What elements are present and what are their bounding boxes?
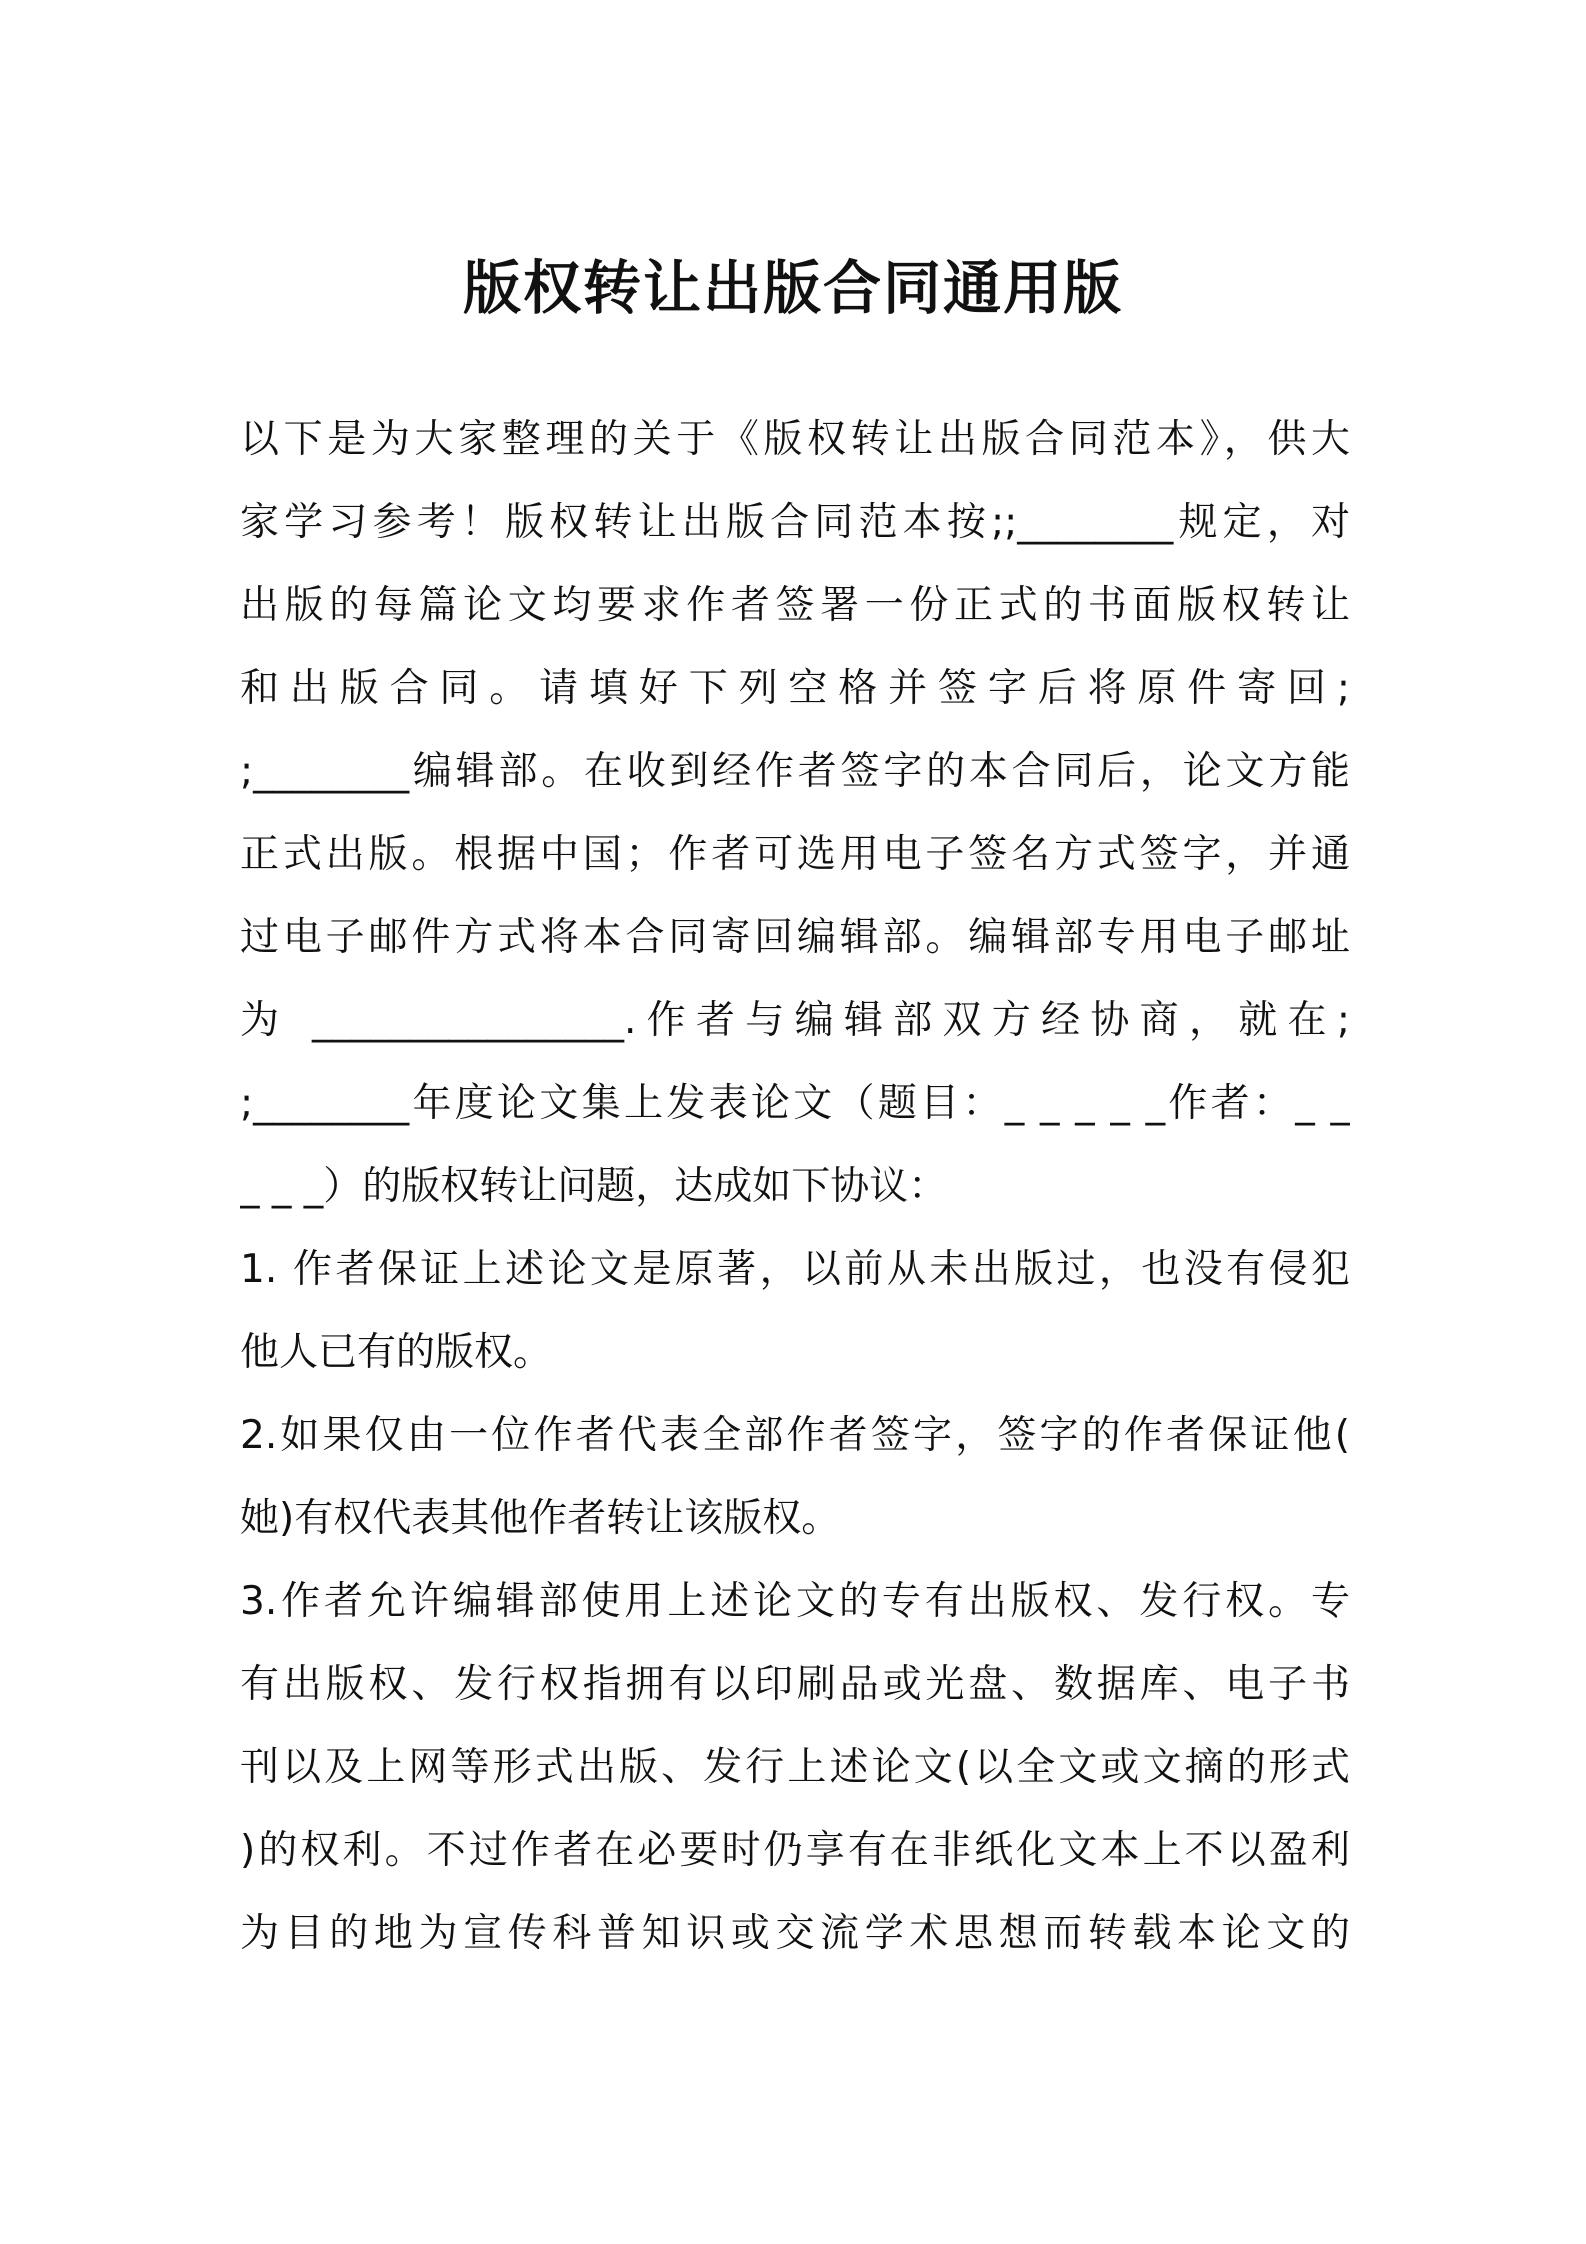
paragraph-line: 出版的每篇论文均要求作者签署一份正式的书面版权转让 xyxy=(240,583,1350,628)
clause-3-line: 有出版权、发行权指拥有以印刷品或光盘、数据库、电子书 xyxy=(240,1662,1350,1707)
paragraph-line: 和出版合同。请填好下列空格并签字后将原件寄回; xyxy=(240,666,1350,711)
paragraph-line: 以下是为大家整理的关于《版权转让出版合同范本》，供大 xyxy=(240,417,1350,462)
clause-2-line: 2.如果仅由一位作者代表全部作者签字，签字的作者保证他( xyxy=(240,1413,1350,1458)
paragraph-line: ;________年度论文集上发表论文（题目：_ _ _ _ _作者：_ _ xyxy=(240,1081,1350,1126)
document-body xyxy=(240,398,1350,1975)
paragraph-line: 过电子邮件方式将本合同寄回编辑部。编辑部专用电子邮址 xyxy=(240,915,1350,960)
clause-3-line: )的权利。不过作者在必要时仍享有在非纸化文本上不以盈利 xyxy=(240,1828,1350,1873)
paragraph-line: 为 ________________.作者与编辑部双方经协商，就在; xyxy=(240,998,1350,1043)
paragraph-line: 正式出版。根据中国；作者可选用电子签名方式签字，并通 xyxy=(240,832,1350,877)
clause-2-line-end: 她)有权代表其他作者转让该版权。 xyxy=(240,1496,841,1541)
paragraph-line: ;________编辑部。在收到经作者签字的本合同后，论文方能 xyxy=(240,749,1350,794)
paragraph-line: 家学习参考！版权转让出版合同范本按;;________规定，对 xyxy=(240,500,1350,545)
clause-1-line: 1. 作者保证上述论文是原著，以前从未出版过，也没有侵犯 xyxy=(240,1247,1350,1292)
paragraph-line-end: _ _ _）的版权转让问题，达成如下协议： xyxy=(240,1164,948,1209)
document-title: 版权转让出版合同通用版 xyxy=(462,254,1123,322)
clause-3-line: 为目的地为宣传科普知识或交流学术思想而转载本论文的 xyxy=(240,1911,1350,1956)
clause-3-line: 3.作者允许编辑部使用上述论文的专有出版权、发行权。专 xyxy=(240,1579,1350,1624)
clause-3-line: 刊以及上网等形式出版、发行上述论文(以全文或文摘的形式 xyxy=(240,1745,1350,1790)
clause-1-line-end: 他人已有的版权。 xyxy=(240,1330,553,1375)
